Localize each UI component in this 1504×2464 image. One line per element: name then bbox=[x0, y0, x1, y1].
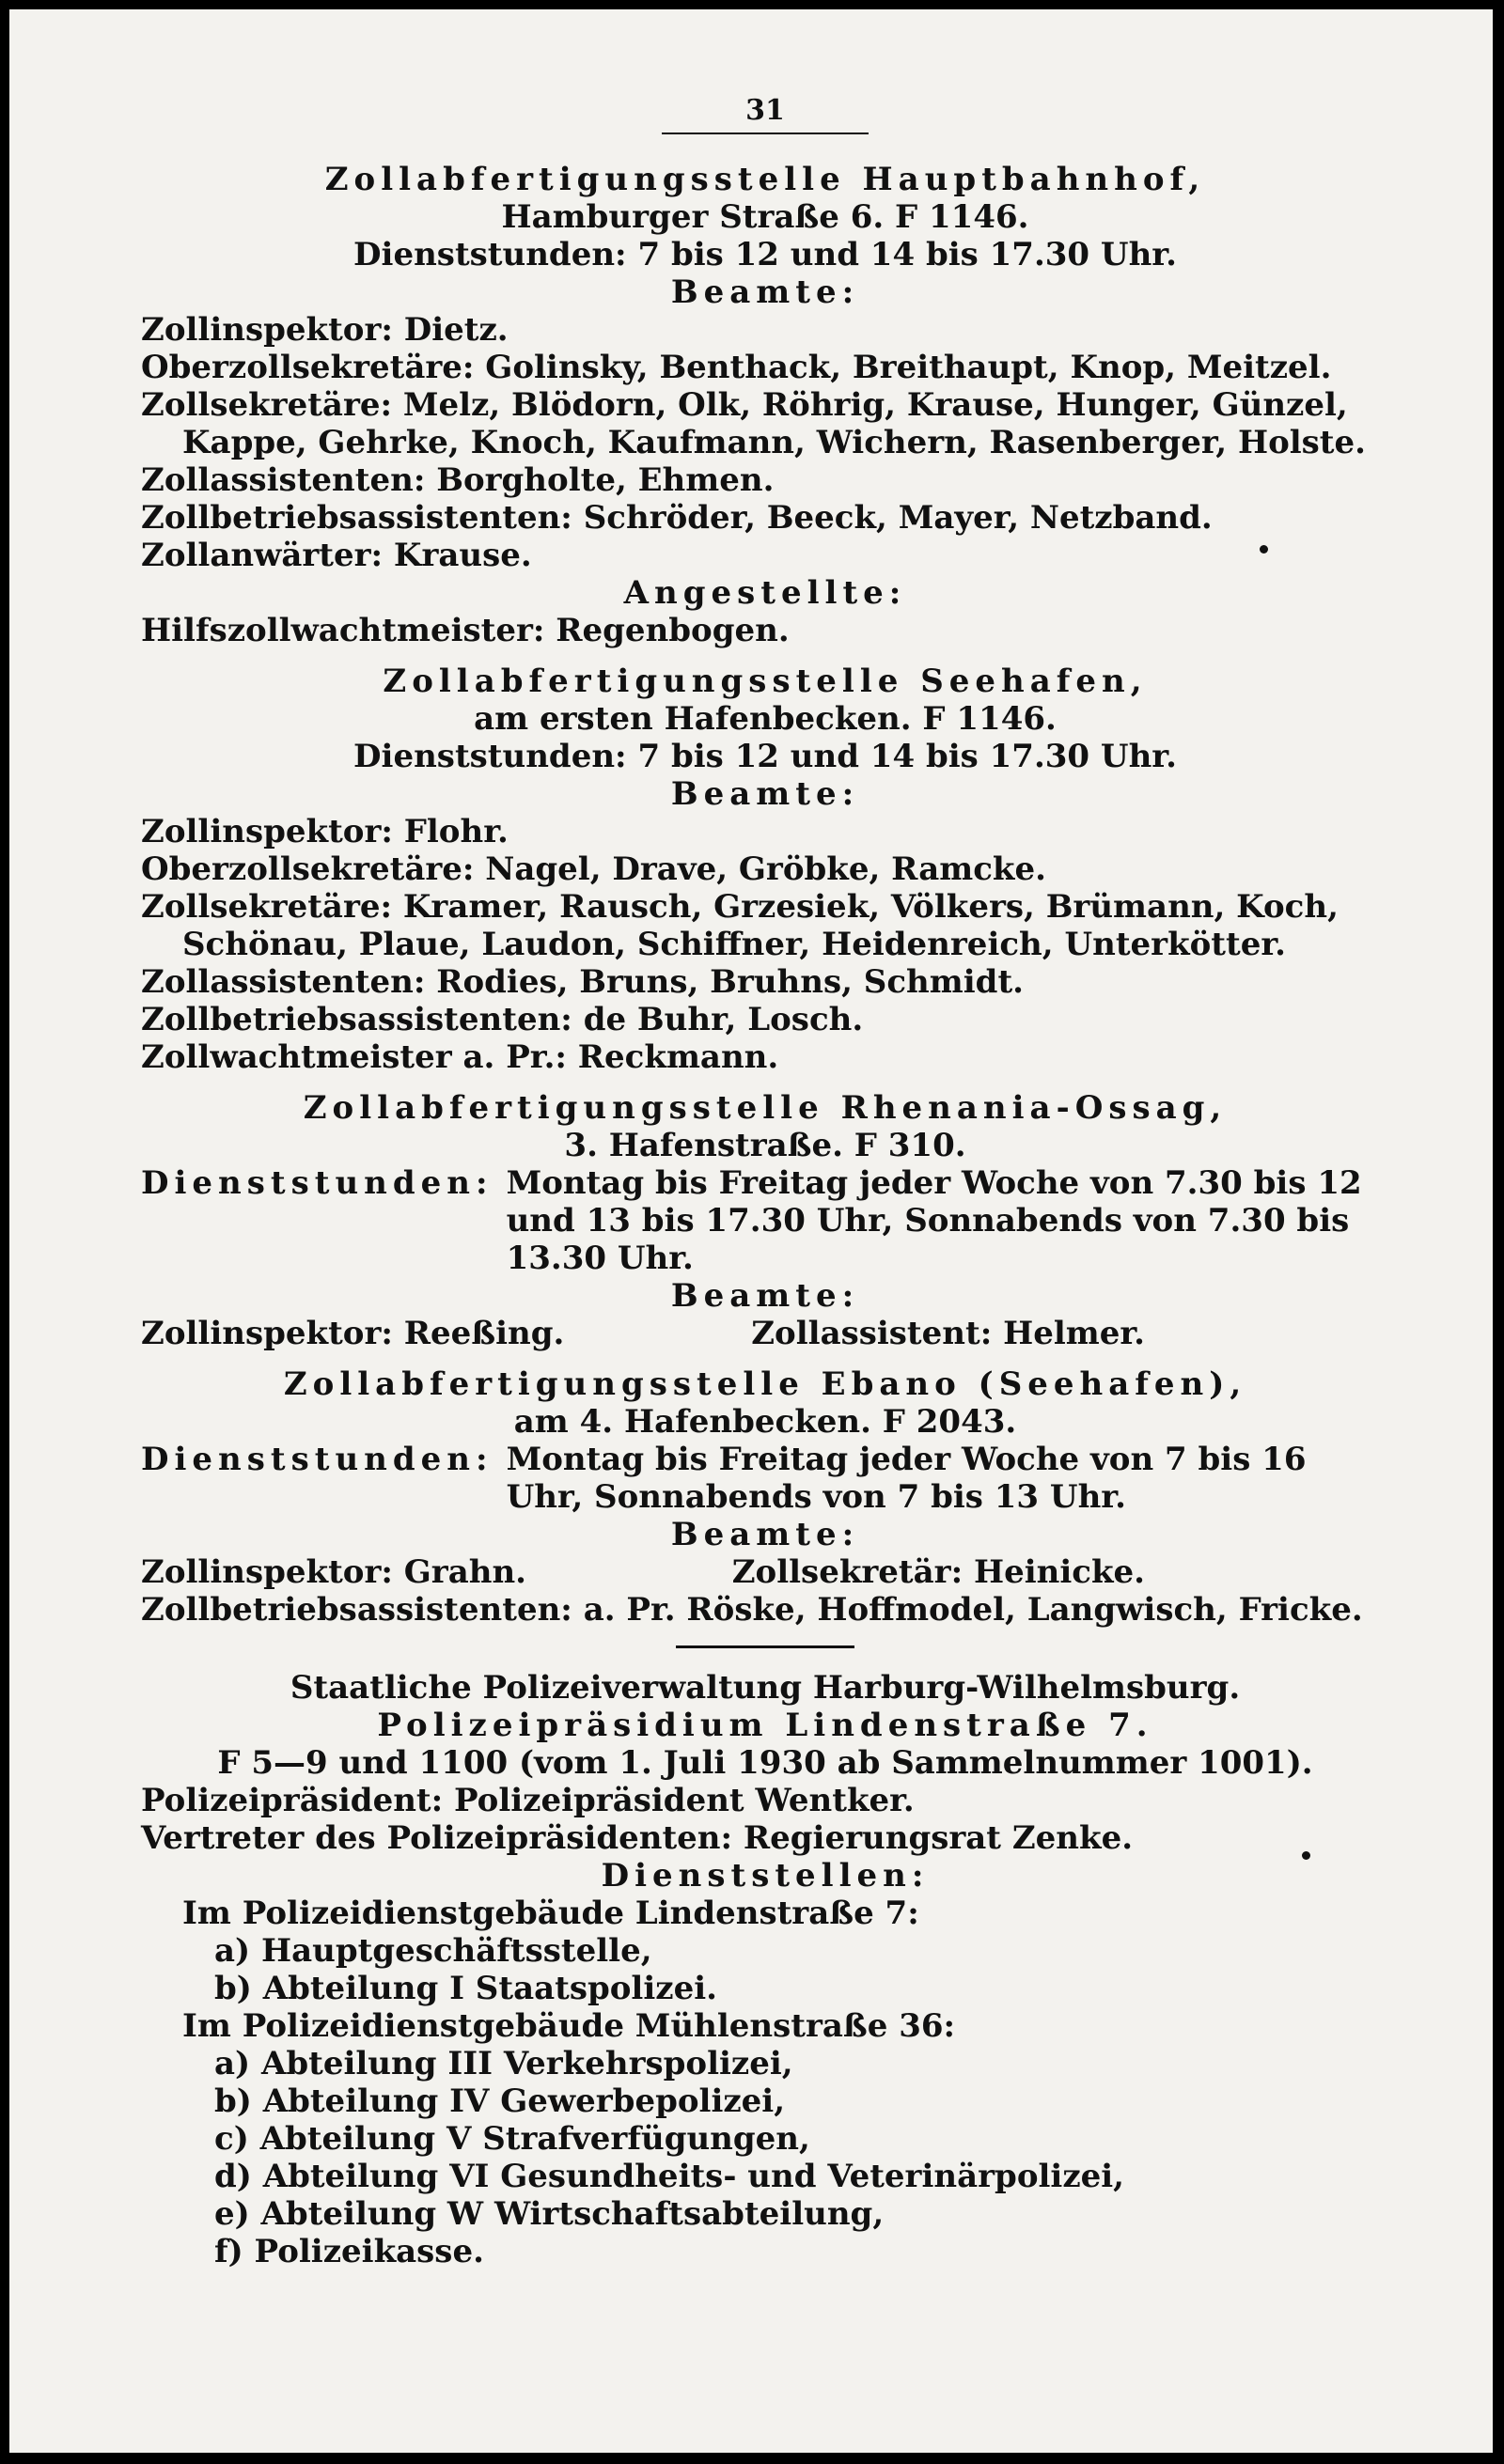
section-hours bbox=[141, 1441, 1389, 1516]
section-address: Hamburger Straße 6. F 1146. bbox=[501, 198, 1029, 236]
staff-right: Zollassistent: Helmer. bbox=[751, 1315, 1145, 1352]
staff-line: Zollbetriebsassistenten: de Buhr, Losch. bbox=[141, 1001, 864, 1038]
section-police bbox=[141, 1669, 1389, 2270]
staff-line: Zollanwärter: Krause. bbox=[141, 537, 532, 574]
hours-label: Dienststunden: bbox=[141, 1441, 494, 1478]
staff-row bbox=[141, 1315, 1389, 1352]
office-item: a) Hauptgeschäftsstelle, bbox=[214, 1932, 652, 1970]
staff-line: Oberzollsekretäre: Golinsky, Benthack, Breithaupt, Knop, Meitzel. bbox=[141, 349, 1332, 386]
staff-line: Hilfszollwachtmeister: Regenbogen. bbox=[141, 612, 790, 649]
section-rhenania-ossag bbox=[141, 1089, 1389, 1352]
section-title: Zollabfertigungsstelle Rhenania-Ossag, bbox=[303, 1089, 1228, 1127]
dienststellen-heading: Dienststellen: bbox=[601, 1857, 930, 1895]
staff-line: Zollbetriebsassistenten: Schröder, Beeck, Mayer, Netzband. bbox=[141, 499, 1213, 537]
office-item: b) Abteilung IV Gewerbepolizei, bbox=[214, 2082, 786, 2120]
police-title: Staatliche Polizeiverwaltung Harburg-Wilhelmsburg. bbox=[290, 1669, 1241, 1707]
staff-left: Zollinspektor: Reeßing. bbox=[141, 1315, 565, 1352]
office-item: f) Polizeikasse. bbox=[214, 2233, 484, 2270]
staff-line: Zollbetriebsassistenten: a. Pr. Röske, Hoffmodel, Langwisch, Fricke. bbox=[141, 1591, 1363, 1629]
staff-line: Schönau, Plaue, Laudon, Schiffner, Heidenreich, Unterkötter. bbox=[182, 926, 1286, 963]
police-deputy: Vertreter des Polizeipräsidenten: Regierungsrat Zenke. bbox=[141, 1819, 1134, 1857]
ink-dot bbox=[1260, 545, 1268, 554]
section-divider bbox=[676, 1645, 854, 1648]
hours-text: Montag bis Freitag jeder Woche von 7 bis 16 Uhr, Sonnabends von 7 bis 13 Uhr. bbox=[506, 1441, 1307, 1516]
staff-line: Zollinspektor: Dietz. bbox=[141, 311, 509, 349]
section-title: Zollabfertigungsstelle Ebano (Seehafen), bbox=[283, 1365, 1247, 1403]
staff-line: Oberzollsekretäre: Nagel, Drave, Gröbke, Ramcke. bbox=[141, 850, 1046, 888]
section-address: am ersten Hafenbecken. F 1146. bbox=[474, 700, 1057, 738]
office-item: e) Abteilung W Wirtschaftsabteilung, bbox=[214, 2195, 885, 2233]
office-item: d) Abteilung VI Gesundheits- und Veterinärpolizei, bbox=[214, 2158, 1125, 2195]
page-number: 31 bbox=[745, 94, 785, 127]
staff-line: Kappe, Gehrke, Knoch, Kaufmann, Wichern, Rasenberger, Holste. bbox=[182, 424, 1366, 461]
staff-row bbox=[141, 1553, 1389, 1591]
hours-label: Dienststunden: bbox=[141, 1164, 494, 1202]
section-address: 3. Hafenstraße. F 310. bbox=[564, 1127, 966, 1164]
police-subtitle: Polizeipräsidium Lindenstraße 7. bbox=[377, 1707, 1153, 1744]
section-seehafen bbox=[141, 663, 1389, 1076]
office-item: c) Abteilung V Strafverfügungen, bbox=[214, 2120, 810, 2158]
section-title: Zollabfertigungsstelle Hauptbahnhof, bbox=[324, 161, 1206, 198]
staff-left: Zollinspektor: Grahn. bbox=[141, 1553, 527, 1591]
section-title: Zollabfertigungsstelle Seehafen, bbox=[383, 663, 1148, 700]
staff-line: Zollwachtmeister a. Pr.: Reckmann. bbox=[141, 1038, 779, 1076]
section-ebano bbox=[141, 1365, 1389, 1629]
office-item: a) Abteilung III Verkehrspolizei, bbox=[214, 2045, 793, 2082]
staff-line: Zollsekretäre: Melz, Blödorn, Olk, Röhrig, Krause, Hunger, Günzel, bbox=[141, 386, 1348, 424]
police-president: Polizeipräsident: Polizeipräsident Wentker. bbox=[141, 1782, 915, 1819]
ink-dot bbox=[1302, 1851, 1310, 1860]
building-heading: Im Polizeidienstgebäude Lindenstraße 7: bbox=[182, 1895, 919, 1932]
section-hauptbahnhof bbox=[141, 161, 1389, 649]
beamte-heading: Beamte: bbox=[670, 273, 860, 311]
beamte-heading: Beamte: bbox=[670, 1277, 860, 1315]
section-hours: Dienststunden: 7 bis 12 und 14 bis 17.30 Uhr. bbox=[353, 738, 1177, 775]
staff-line: Zollassistenten: Borgholte, Ehmen. bbox=[141, 461, 775, 499]
building-heading: Im Polizeidienstgebäude Mühlenstraße 36: bbox=[182, 2007, 956, 2045]
beamte-heading: Beamte: bbox=[670, 1516, 860, 1553]
section-address: am 4. Hafenbecken. F 2043. bbox=[513, 1403, 1017, 1441]
section-hours bbox=[141, 1164, 1389, 1277]
beamte-heading: Beamte: bbox=[670, 775, 860, 813]
staff-line: Zollassistenten: Rodies, Bruns, Bruhns, Schmidt. bbox=[141, 963, 1024, 1001]
staff-line: Zollinspektor: Flohr. bbox=[141, 813, 509, 850]
staff-line: Zollsekretäre: Kramer, Rausch, Grzesiek, Völkers, Brümann, Koch, bbox=[141, 888, 1339, 926]
document-page bbox=[9, 9, 1493, 2453]
police-phone: F 5—9 und 1100 (vom 1. Juli 1930 ab Sammelnummer 1001). bbox=[217, 1744, 1313, 1782]
hours-text: Montag bis Freitag jeder Woche von 7.30 bis 12 und 13 bis 17.30 Uhr, Sonnabends von 7.30 bis 13.30 Uhr. bbox=[506, 1164, 1362, 1277]
section-hours: Dienststunden: 7 bis 12 und 14 bis 17.30 Uhr. bbox=[353, 236, 1177, 273]
staff-right: Zollsekretär: Heinicke. bbox=[731, 1553, 1145, 1591]
angestellte-heading: Angestellte: bbox=[623, 574, 907, 612]
page-number-rule bbox=[662, 133, 869, 134]
office-item: b) Abteilung I Staatspolizei. bbox=[214, 1970, 717, 2007]
